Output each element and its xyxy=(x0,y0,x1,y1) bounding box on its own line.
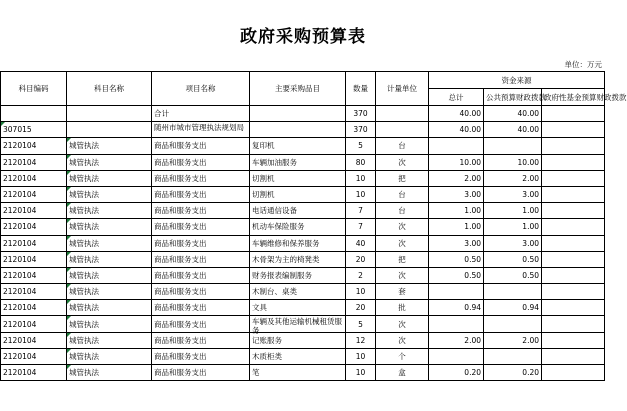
cell-quantity[interactable]: 5 xyxy=(346,138,376,154)
table-row xyxy=(1,203,605,219)
cell-code[interactable]: 2120104 xyxy=(1,284,67,300)
summary-dept-project: 随州市城市管理执法规划局 xyxy=(154,122,244,132)
cell-quantity[interactable]: 7 xyxy=(346,203,376,219)
cell-quantity[interactable]: 10 xyxy=(346,186,376,202)
unit-label: 单位：万元 xyxy=(564,60,602,69)
cell-unit[interactable]: 个 xyxy=(376,348,429,364)
cell-code[interactable]: 2120104 xyxy=(1,235,67,251)
cell-code[interactable]: 2120104 xyxy=(1,316,67,332)
table-body xyxy=(1,72,627,381)
summary-total-quantity[interactable]: 370 xyxy=(346,106,376,122)
summary-total-label[interactable]: 合计 xyxy=(152,106,250,122)
cell-code[interactable]: 2120104 xyxy=(1,170,67,186)
cell-public[interactable] xyxy=(484,348,542,364)
cell-item[interactable]: 财务报表编制服务 xyxy=(250,267,346,283)
cell-item[interactable] xyxy=(250,316,346,336)
cell-unit[interactable]: 批 xyxy=(376,300,429,316)
summary-total-row xyxy=(1,106,605,122)
cell-subject[interactable]: 城管执法 xyxy=(67,365,152,381)
cell-quantity[interactable]: 10 xyxy=(346,284,376,300)
table-row xyxy=(1,138,605,154)
cell-quantity[interactable]: 10 xyxy=(346,170,376,186)
cell-quantity[interactable]: 12 xyxy=(346,332,376,348)
cell-item[interactable]: 车辆维修和保养服务 xyxy=(250,235,346,251)
cell-gov-fund[interactable] xyxy=(542,203,605,219)
cell-public[interactable]: 0.50 xyxy=(484,267,542,283)
cell-gov-fund[interactable] xyxy=(542,365,605,381)
cell-code[interactable]: 2120104 xyxy=(1,219,67,235)
cell-project[interactable]: 商品和服务支出 xyxy=(152,235,250,251)
cell-public[interactable]: 0.94 xyxy=(484,300,542,316)
summary-dept-row xyxy=(1,122,605,138)
cell-public[interactable]: 3.00 xyxy=(484,186,542,202)
cell-unit[interactable]: 次 xyxy=(376,235,429,251)
cell-unit[interactable]: 次 xyxy=(376,219,429,235)
cell-unit[interactable] xyxy=(376,122,429,138)
cell-public[interactable]: 2.00 xyxy=(484,170,542,186)
header-funding-source: 资金来源 xyxy=(429,72,605,89)
cell-item[interactable]: 记账服务 xyxy=(250,332,346,348)
cell-subject[interactable]: 城管执法 xyxy=(67,154,152,170)
cell-quantity[interactable]: 5 xyxy=(346,316,376,332)
cell-quantity[interactable]: 20 xyxy=(346,251,376,267)
header-subject-name: 科目名称 xyxy=(67,72,152,106)
cell-total[interactable]: 1.00 xyxy=(429,203,484,219)
cell-unit[interactable]: 把 xyxy=(376,170,429,186)
cell-gov-fund[interactable] xyxy=(542,332,605,348)
cell-project[interactable]: 商品和服务支出 xyxy=(152,251,250,267)
cell-gov-fund[interactable] xyxy=(542,316,605,332)
cell-project[interactable]: 商品和服务支出 xyxy=(152,219,250,235)
cell-unit[interactable]: 台 xyxy=(376,203,429,219)
cell-total[interactable]: 1.00 xyxy=(429,219,484,235)
cell-code[interactable]: 2120104 xyxy=(1,154,67,170)
cell-total[interactable]: 3.00 xyxy=(429,186,484,202)
cell-gov-fund[interactable] xyxy=(542,138,605,154)
cell-project[interactable]: 商品和服务支出 xyxy=(152,203,250,219)
cell-project[interactable]: 商品和服务支出 xyxy=(152,170,250,186)
header-code: 科目编码 xyxy=(1,72,67,106)
summary-dept-code[interactable]: 307015 xyxy=(1,122,67,138)
cell-gov-fund[interactable] xyxy=(542,267,605,283)
cell-public[interactable]: 0.50 xyxy=(484,251,542,267)
cell-subject[interactable] xyxy=(67,106,152,122)
summary-total-total[interactable]: 40.00 xyxy=(429,106,484,122)
cell-gov-fund[interactable] xyxy=(542,122,605,138)
cell-public[interactable]: 10.00 xyxy=(484,154,542,170)
cell-unit[interactable]: 把 xyxy=(376,251,429,267)
cell-gov-fund[interactable] xyxy=(542,154,605,170)
summary-dept-quantity[interactable]: 370 xyxy=(346,122,376,138)
cell-public[interactable]: 3.00 xyxy=(484,235,542,251)
table-row xyxy=(1,154,605,170)
cell-total[interactable] xyxy=(429,138,484,154)
cell-code[interactable] xyxy=(1,106,67,122)
cell-gov-fund[interactable] xyxy=(542,251,605,267)
cell-total[interactable]: 0.20 xyxy=(429,365,484,381)
summary-total-public[interactable]: 40.00 xyxy=(484,106,542,122)
cell-subject[interactable]: 城管执法 xyxy=(67,219,152,235)
cell-gov-fund[interactable] xyxy=(542,235,605,251)
cell-project[interactable]: 商品和服务支出 xyxy=(152,316,250,332)
cell-total[interactable]: 2.00 xyxy=(429,332,484,348)
cell-subject[interactable]: 城管执法 xyxy=(67,316,152,332)
header-main-item: 主要采购品目 xyxy=(250,72,346,106)
table-row xyxy=(1,170,605,186)
procurement-budget-table xyxy=(0,71,627,381)
cell-quantity[interactable]: 80 xyxy=(346,154,376,170)
cell-subject[interactable]: 城管执法 xyxy=(67,300,152,316)
cell-unit[interactable]: 次 xyxy=(376,154,429,170)
cell-project[interactable]: 商品和服务支出 xyxy=(152,300,250,316)
cell-public[interactable] xyxy=(484,138,542,154)
cell-public[interactable]: 0.20 xyxy=(484,365,542,381)
cell-project[interactable]: 商品和服务支出 xyxy=(152,365,250,381)
header-project-name: 项目名称 xyxy=(152,72,250,106)
cell-code[interactable]: 2120104 xyxy=(1,251,67,267)
cell-code[interactable]: 2120104 xyxy=(1,332,67,348)
cell-gov-fund[interactable] xyxy=(542,106,605,122)
cell-code[interactable]: 2120104 xyxy=(1,203,67,219)
cell-gov-fund[interactable] xyxy=(542,186,605,202)
summary-dept-project-cell[interactable] xyxy=(152,122,250,138)
header-quantity: 数量 xyxy=(346,72,376,106)
cell-item[interactable]: 车辆加油服务 xyxy=(250,154,346,170)
cell-total[interactable]: 10.00 xyxy=(429,154,484,170)
header-row-1 xyxy=(1,72,605,89)
cell-project[interactable]: 商品和服务支出 xyxy=(152,348,250,364)
table-row xyxy=(1,186,605,202)
cell-code[interactable]: 2120104 xyxy=(1,348,67,364)
cell-subject[interactable]: 城管执法 xyxy=(67,332,152,348)
cell-public[interactable]: 1.00 xyxy=(484,203,542,219)
table-row xyxy=(1,284,605,300)
cell-subject[interactable]: 城管执法 xyxy=(67,235,152,251)
cell-subject[interactable]: 城管执法 xyxy=(67,251,152,267)
cell-total[interactable]: 0.50 xyxy=(429,267,484,283)
cell-item[interactable]: 电话通信设备 xyxy=(250,203,346,219)
cell-project[interactable]: 商品和服务支出 xyxy=(152,138,250,154)
table-row xyxy=(1,365,605,381)
table-row xyxy=(1,219,605,235)
cell-quantity[interactable]: 20 xyxy=(346,300,376,316)
cell-quantity[interactable]: 40 xyxy=(346,235,376,251)
cell-subject[interactable]: 城管执法 xyxy=(67,170,152,186)
cell-item[interactable]: 复印机 xyxy=(250,138,346,154)
cell-code[interactable]: 2120104 xyxy=(1,138,67,154)
cell-subject[interactable]: 城管执法 xyxy=(67,348,152,364)
cell-item-text: 车辆及其他运输机械租赁服务 xyxy=(252,317,342,336)
table-row xyxy=(1,300,605,316)
cell-total[interactable]: 0.50 xyxy=(429,251,484,267)
cell-unit[interactable] xyxy=(376,106,429,122)
cell-code[interactable]: 2120104 xyxy=(1,267,67,283)
cell-total[interactable]: 3.00 xyxy=(429,235,484,251)
summary-dept-total[interactable]: 40.00 xyxy=(429,122,484,138)
cell-gov-fund[interactable] xyxy=(542,219,605,235)
cell-subject[interactable]: 城管执法 xyxy=(67,203,152,219)
cell-gov-fund[interactable] xyxy=(542,170,605,186)
cell-public[interactable] xyxy=(484,316,542,332)
cell-public[interactable]: 2.00 xyxy=(484,332,542,348)
cell-project[interactable]: 商品和服务支出 xyxy=(152,284,250,300)
cell-quantity[interactable]: 10 xyxy=(346,348,376,364)
cell-total[interactable]: 2.00 xyxy=(429,170,484,186)
cell-gov-fund[interactable] xyxy=(542,300,605,316)
cell-unit[interactable]: 次 xyxy=(376,267,429,283)
cell-item[interactable]: 机动车保险服务 xyxy=(250,219,346,235)
cell-quantity[interactable]: 2 xyxy=(346,267,376,283)
cell-code[interactable]: 2120104 xyxy=(1,186,67,202)
cell-unit[interactable]: 套 xyxy=(376,284,429,300)
cell-subject[interactable] xyxy=(67,122,152,138)
cell-quantity[interactable]: 10 xyxy=(346,365,376,381)
table-row xyxy=(1,251,605,267)
cell-total[interactable] xyxy=(429,316,484,332)
cell-unit[interactable]: 台 xyxy=(376,186,429,202)
cell-public[interactable]: 1.00 xyxy=(484,219,542,235)
cell-gov-fund[interactable] xyxy=(542,348,605,364)
cell-total[interactable] xyxy=(429,348,484,364)
cell-project[interactable]: 商品和服务支出 xyxy=(152,186,250,202)
cell-item[interactable]: 木骨架为主的椅凳类 xyxy=(250,251,346,267)
cell-public[interactable] xyxy=(484,284,542,300)
cell-code[interactable]: 2120104 xyxy=(1,365,67,381)
header-measure-unit: 计量单位 xyxy=(376,72,429,106)
cell-subject[interactable]: 城管执法 xyxy=(67,138,152,154)
cell-unit[interactable]: 台 xyxy=(376,138,429,154)
header-gov-fund: 政府性基金预算财政拨款 xyxy=(542,89,605,106)
cell-project[interactable]: 商品和服务支出 xyxy=(152,154,250,170)
cell-item[interactable]: 笔 xyxy=(250,365,346,381)
cell-total[interactable] xyxy=(429,284,484,300)
cell-item[interactable]: 切割机 xyxy=(250,170,346,186)
cell-item[interactable] xyxy=(250,106,346,122)
cell-unit[interactable]: 盒 xyxy=(376,365,429,381)
cell-quantity[interactable]: 7 xyxy=(346,219,376,235)
cell-unit[interactable]: 次 xyxy=(376,332,429,348)
header-public-budget: 公共预算财政拨款 xyxy=(484,89,542,106)
cell-subject[interactable]: 城管执法 xyxy=(67,284,152,300)
table-row xyxy=(1,235,605,251)
cell-gov-fund[interactable] xyxy=(542,284,605,300)
summary-dept-public[interactable]: 40.00 xyxy=(484,122,542,138)
cell-total[interactable]: 0.94 xyxy=(429,300,484,316)
cell-item[interactable] xyxy=(250,122,346,138)
cell-item[interactable]: 文具 xyxy=(250,300,346,316)
cell-code[interactable]: 2120104 xyxy=(1,300,67,316)
table-row xyxy=(1,332,605,348)
cell-subject[interactable]: 城管执法 xyxy=(67,186,152,202)
cell-unit[interactable]: 次 xyxy=(376,316,429,332)
table-row xyxy=(1,316,605,332)
cell-item[interactable]: 木质柜类 xyxy=(250,348,346,364)
cell-subject[interactable]: 城管执法 xyxy=(67,267,152,283)
header-total: 总计 xyxy=(429,89,484,106)
cell-project[interactable]: 商品和服务支出 xyxy=(152,332,250,348)
table-row xyxy=(1,267,605,283)
cell-project[interactable]: 商品和服务支出 xyxy=(152,267,250,283)
table-row xyxy=(1,348,605,364)
page-title: 政府采购预算表 xyxy=(240,27,366,47)
cell-item[interactable]: 木制台、桌类 xyxy=(250,284,346,300)
cell-item[interactable]: 切割机 xyxy=(250,186,346,202)
